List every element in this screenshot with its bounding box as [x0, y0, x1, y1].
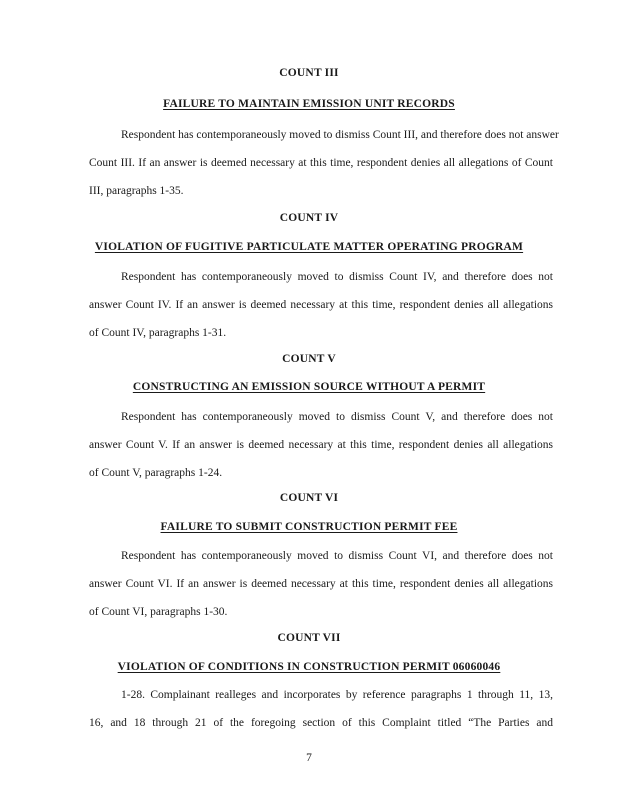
count-vii-subtitle	[0, 660, 618, 674]
count-iv-title: COUNT IV	[279, 212, 339, 224]
count-iii-title: COUNT III	[279, 67, 339, 79]
count-vii-line-1: 1-28. Complainant realleges and incorporates by reference paragraphs 1 through 11, 13,	[121, 689, 553, 701]
count-iv-subtitle	[0, 240, 618, 254]
count-iii-line-2: Count III. If an answer is deemed necessary at this time, respondent denies all allegations of Count	[89, 157, 553, 169]
count-vii-line-2: 16, and 18 through 21 of the foregoing section of this Complaint titled “The Parties and	[89, 717, 553, 729]
count-v-line-3: of Count V, paragraphs 1-24.	[89, 467, 223, 479]
count-v-title: COUNT V	[282, 353, 336, 365]
count-iv-line-2: answer Count IV. If an answer is deemed necessary at this time, respondent denies all allegations	[89, 299, 553, 311]
count-v-line-1: Respondent has contemporaneously moved to dismiss Count V, and therefore does not	[121, 411, 553, 423]
count-vi-subtitle	[0, 520, 618, 534]
count-iii-subtitle-text: FAILURE TO MAINTAIN EMISSION UNIT RECORDS	[163, 98, 455, 110]
count-iv-line-1: Respondent has contemporaneously moved to dismiss Count IV, and therefore does not	[121, 271, 553, 283]
count-iii-line-1: Respondent has contemporaneously moved to dismiss Count III, and therefore does not answer	[121, 129, 559, 141]
count-iv-line-3: of Count IV, paragraphs 1-31.	[89, 327, 227, 339]
count-vi-title: COUNT VI	[279, 492, 339, 504]
count-iv-subtitle-text: VIOLATION OF FUGITIVE PARTICULATE MATTER OPERATING PROGRAM	[94, 241, 524, 253]
count-iii-line-3: III, paragraphs 1-35.	[89, 185, 184, 197]
count-v-subtitle-text: CONSTRUCTING AN EMISSION SOURCE WITHOUT A PERMIT	[132, 381, 486, 393]
count-v-subtitle	[0, 380, 618, 394]
count-vi-line-3: of Count VI, paragraphs 1-30.	[89, 606, 228, 618]
count-v-line-2: answer Count V. If an answer is deemed necessary at this time, respondent denies all allegations	[89, 439, 553, 451]
count-vi-line-2: answer Count VI. If an answer is deemed necessary at this time, respondent denies all allegations	[89, 578, 553, 590]
count-iii-subtitle	[0, 97, 618, 111]
count-vi-subtitle-text: FAILURE TO SUBMIT CONSTRUCTION PERMIT FEE	[160, 521, 458, 533]
count-vii-title: COUNT VII	[277, 632, 341, 644]
page-number: 7	[306, 752, 312, 764]
count-vi-line-1: Respondent has contemporaneously moved to dismiss Count VI, and therefore does not	[121, 550, 553, 562]
count-vii-subtitle-text: VIOLATION OF CONDITIONS IN CONSTRUCTION PERMIT 06060046	[117, 661, 501, 673]
